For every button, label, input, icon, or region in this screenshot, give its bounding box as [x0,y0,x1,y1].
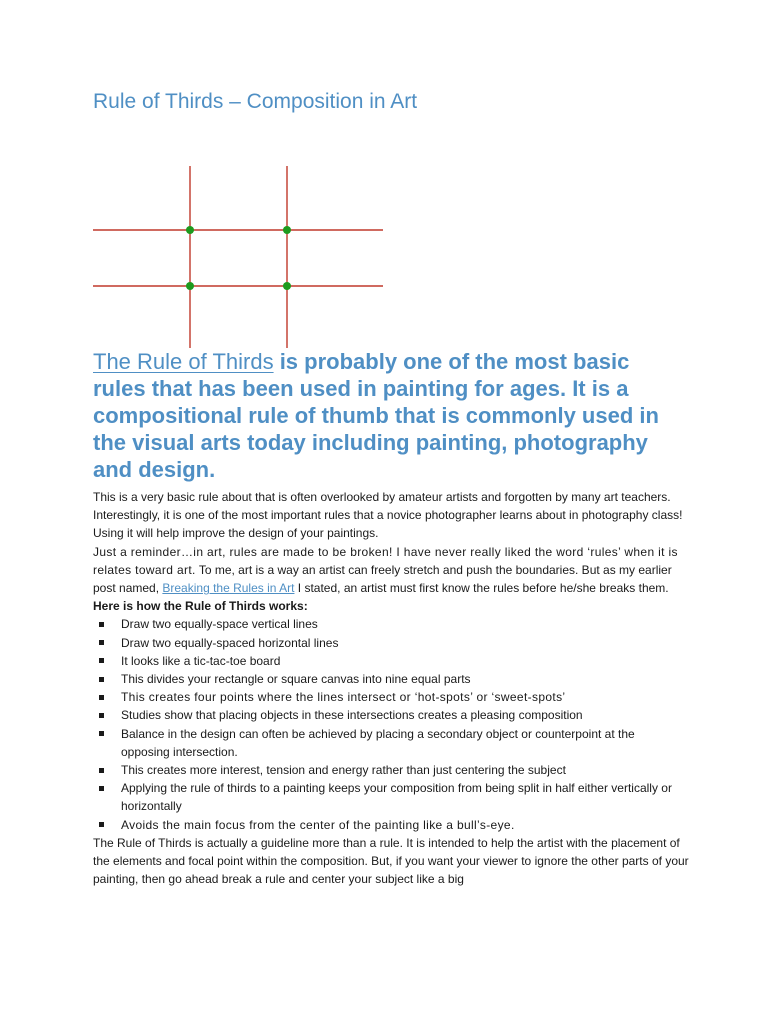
list-item [93,779,686,815]
list-item-text: This creates four points where the lines intersect or ‘hot-spots’ or ‘sweet-spots’ [121,690,566,705]
closing-paragraph: The Rule of Thirds is actually a guideline more than a rule. It is intended to help the artist with the placement of the elements and focal point within the composition. But, if you want your viewer to ignore the other parts of your painting, then go ahead break a rule and center your subject like a big [93,835,689,887]
list-item-text: Balance in the design can often be achieved by placing a secondary object or counterpoint at the opposing intersection. [121,726,635,759]
list-item [93,725,686,761]
square-bullet-icon [99,713,104,718]
article-body [93,488,693,888]
list-item [93,670,686,688]
list-item [93,706,686,724]
list-item-text: Applying the rule of thirds to a painting keeps your composition from being split in half either vertically or horizontally [121,781,672,814]
square-bullet-icon [99,677,104,682]
square-bullet-icon [99,731,104,736]
paragraph-2 [93,543,693,598]
intersection-point [186,226,194,234]
square-bullet-icon [99,822,104,827]
square-bullet-icon [99,786,104,791]
intersection-point [283,226,291,234]
list-item-text: Studies show that placing objects in these intersections creates a pleasing composition [121,708,583,723]
steps-heading: Here is how the Rule of Thirds works: [93,599,308,614]
list-item [93,615,686,633]
list-item-text: Draw two equally-spaced horizontal lines [121,635,339,650]
list-item-text: This creates more interest, tension and energy rather than just centering the subject [121,763,566,778]
intersection-point [283,282,291,290]
square-bullet-icon [99,695,104,700]
square-bullet-icon [99,640,104,645]
paragraph-2-end: I stated, an artist must first know the rules before he/she breaks them. [294,581,669,596]
list-item [93,634,686,652]
list-item [93,688,686,706]
page-title: Rule of Thirds – Composition in Art [93,90,418,113]
breaking-rules-link[interactable]: Breaking the Rules in Art [162,581,295,596]
list-item [93,761,686,779]
list-item-text: It looks like a tic-tac-toe board [121,653,281,668]
list-item-text: Avoids the main focus from the center of the painting like a bull’s-eye. [121,817,515,832]
list-item-text: Draw two equally-space vertical lines [121,617,318,632]
intro-heading [93,348,683,483]
list-item-text: This divides your rectangle or square canvas into nine equal parts [121,672,471,687]
paragraph-2-text: To me, art is a way an artist can freely stretch and push the boundaries. But as my earlier post named, [93,562,672,596]
list-item [93,652,686,670]
intersection-point [186,282,194,290]
rule-of-thirds-link[interactable]: The Rule of Thirds [93,349,274,374]
intro-text: is probably one of the most basic rules that has been used in painting for ages. It is a compositional rule of thumb that is commonly used in the visual arts today including painting, photography and design. [93,349,659,482]
list-item [93,816,686,834]
steps-list [93,615,693,833]
paragraph-2-reminder: Just a reminder…in art, rules are made to be broken! I have never really liked the word ‘rules’ when it is relates toward art. [93,544,678,577]
square-bullet-icon [99,622,104,627]
rule-of-thirds-grid-figure [90,164,386,350]
square-bullet-icon [99,768,104,773]
square-bullet-icon [99,658,104,663]
paragraph-1: This is a very basic rule about that is often overlooked by amateur artists and forgotten by many art teachers. Interestingly, it is one of the most important rules that a novice photographer learns about in photography class! Using it will help improve the design of your paintings. [93,490,683,541]
